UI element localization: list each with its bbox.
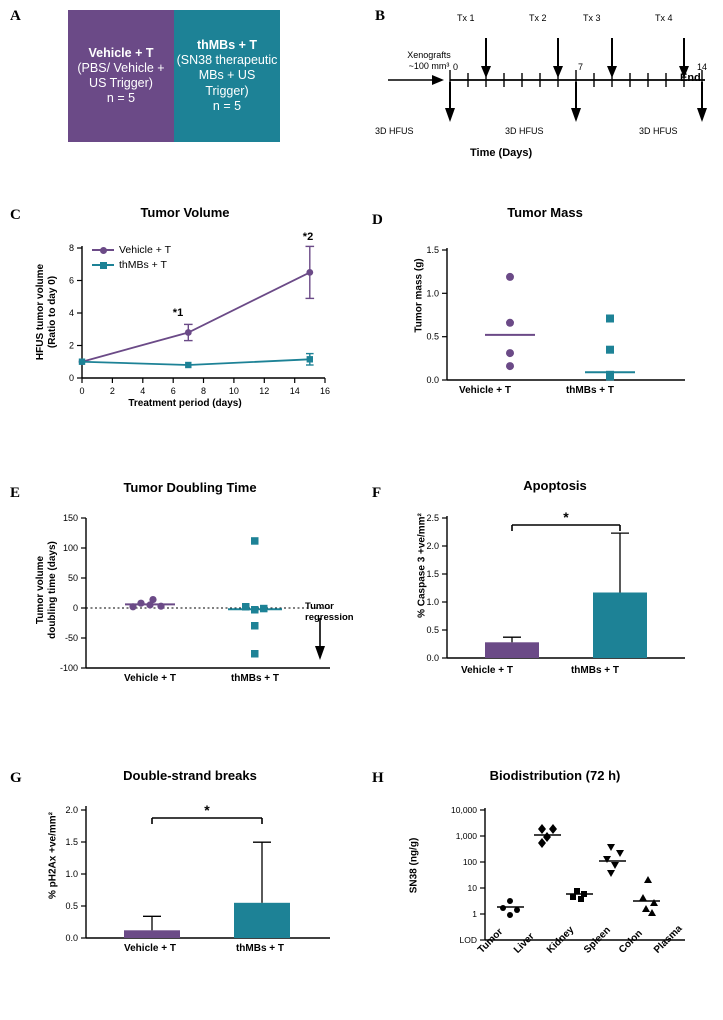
group1-detail: (PBS/ Vehicle + US Trigger) [77,60,165,90]
svg-text:6: 6 [170,386,176,396]
svg-text:LOD: LOD [459,935,477,945]
svg-text:0: 0 [68,373,74,383]
panel-b-timeline [370,8,723,173]
panel-a-group-thmbs [174,10,280,142]
svg-text:1.5: 1.5 [426,245,439,255]
panel-b-hfus-3: 3D HFUS [639,126,678,136]
panel-h-cat-1: Liver [512,931,537,956]
panel-g-cat-1: thMBs + T [235,943,285,954]
panel-letter-a: A [10,8,21,24]
group2-n: n = 5 [212,98,242,113]
panel-h-ylabel: SN38 (ng/g) [408,837,420,894]
panel-f-ylabel: % Caspase 3 +ve/mm² [416,513,428,618]
panel-letter-f: F [372,485,382,501]
panel-letter-e: E [10,485,21,501]
panel-h-cat-4: Colon [617,927,645,956]
svg-text:0: 0 [72,603,78,613]
legend-swatch-circle [92,249,114,251]
panel-h-cat-5: Plasma [652,923,685,956]
svg-text:8: 8 [68,243,74,253]
panel-letter-g: G [10,770,22,786]
panel-e-annotation: Tumor regression [305,601,354,623]
panel-f-cat-0: Vehicle + T [461,665,513,676]
svg-text:-100: -100 [59,663,78,673]
svg-text:0.5: 0.5 [65,901,78,911]
svg-text:14: 14 [289,386,300,396]
panel-c-legend [92,244,171,271]
svg-text:1,000: 1,000 [455,831,477,841]
svg-text:1.5: 1.5 [426,569,439,579]
panel-b-tx4: Tx 4 [655,13,673,23]
svg-text:10: 10 [228,386,239,396]
panel-b-day-7: 7 [578,62,584,72]
panel-e-cat-0: Vehicle + T [124,673,176,684]
svg-text:100: 100 [462,857,477,867]
panel-g-cat-0: Vehicle + T [124,943,176,954]
legend-label-thmbs: thMBs + T [119,259,167,271]
panel-b-tx3: Tx 3 [583,13,601,23]
panel-h-title: Biodistribution (72 h) [489,768,621,783]
svg-text:1.0: 1.0 [426,597,439,607]
svg-text:0.0: 0.0 [426,653,439,663]
panel-b-hfus-2: 3D HFUS [505,126,544,136]
svg-text:10: 10 [467,883,477,893]
svg-text:1.5: 1.5 [65,837,78,847]
panel-d-cat-1: thMBs + T [565,385,615,396]
svg-text:8: 8 [200,386,207,396]
panel-b-xenografts: Xenografts ~100 mm³ [407,50,451,71]
panel-b-tx2: Tx 2 [529,13,547,23]
svg-text:0.0: 0.0 [65,933,78,943]
svg-text:*: * [563,509,569,525]
svg-text:50: 50 [67,573,78,583]
svg-text:*1: *1 [172,307,184,319]
group2-detail: (SN38 therapeutic MBs + US Trigger) [176,53,278,98]
panel-c-chart [20,228,350,418]
panel-b-day-0: 0 [453,62,459,72]
panel-d-chart [385,228,715,428]
panel-a-group-vehicle [68,10,174,142]
panel-letter-d: D [372,212,383,228]
svg-text:0.0: 0.0 [426,375,439,385]
panel-b-hfus-1: 3D HFUS [375,126,414,136]
svg-text:2.0: 2.0 [426,541,439,551]
svg-text:-50: -50 [64,633,78,643]
panel-d-cat-0: Vehicle + T [459,385,511,396]
panel-b-axis-label: Time (Days) [470,147,533,159]
svg-text:1: 1 [472,909,477,919]
svg-text:4: 4 [140,386,146,396]
panel-g-title: Double-strand breaks [123,768,257,783]
svg-text:1.0: 1.0 [426,288,439,299]
legend-item-vehicle [92,244,171,256]
svg-text:2: 2 [68,340,74,351]
group2-title: thMBs + T [196,37,258,52]
svg-text:2.5: 2.5 [426,513,439,523]
svg-text:100: 100 [62,543,78,553]
panel-e-ylabel: Tumor volume doubling time (days) [35,541,58,639]
svg-text:*2: *2 [302,231,314,243]
panel-c-xlabel: Treatment period (days) [128,398,242,409]
svg-text:2: 2 [109,386,115,396]
panel-b-tx1: Tx 1 [457,13,475,23]
panel-h-cat-3: Spleen [582,924,613,956]
panel-f-title: Apoptosis [523,478,587,493]
panel-letter-h: H [372,770,384,786]
svg-text:0.5: 0.5 [426,625,439,635]
svg-text:1.0: 1.0 [65,869,78,879]
svg-text:2.0: 2.0 [65,805,78,815]
svg-text:*: * [204,802,210,818]
panel-c-title: Tumor Volume [140,205,230,220]
panel-letter-b: B [375,8,386,24]
panel-b-end: End [680,72,701,84]
legend-swatch-square [92,264,114,266]
svg-text:0: 0 [79,386,85,396]
legend-item-thmbs [92,259,171,271]
panel-h-cat-0: Tumor [476,926,506,956]
panel-e-cat-1: thMBs + T [230,673,280,684]
svg-text:6: 6 [68,275,74,286]
panel-c-ylabel: HFUS tumor volume (Ratio to day 0) [35,263,58,361]
svg-text:0.5: 0.5 [426,331,439,342]
svg-text:16: 16 [319,386,331,396]
svg-text:10,000: 10,000 [451,805,477,815]
panel-e-title: Tumor Doubling Time [123,480,257,495]
legend-label-vehicle: Vehicle + T [119,244,172,256]
panel-d-title: Tumor Mass [507,205,583,220]
svg-text:4: 4 [68,308,74,318]
panel-e-chart [20,500,360,700]
svg-text:12: 12 [259,386,270,396]
panel-b-day-14: 14 [697,62,708,72]
svg-text:150: 150 [62,513,78,523]
panel-d-ylabel: Tumor mass (g) [413,258,425,333]
panel-f-cat-1: thMBs + T [570,665,620,676]
panel-letter-c: C [10,207,21,223]
group1-n: n = 5 [106,91,136,106]
panel-g-ylabel: % pH2Ax +ve/mm² [47,812,59,899]
panel-h-cat-2: Kidney [545,924,577,956]
group1-title: Vehicle + T [88,45,154,60]
